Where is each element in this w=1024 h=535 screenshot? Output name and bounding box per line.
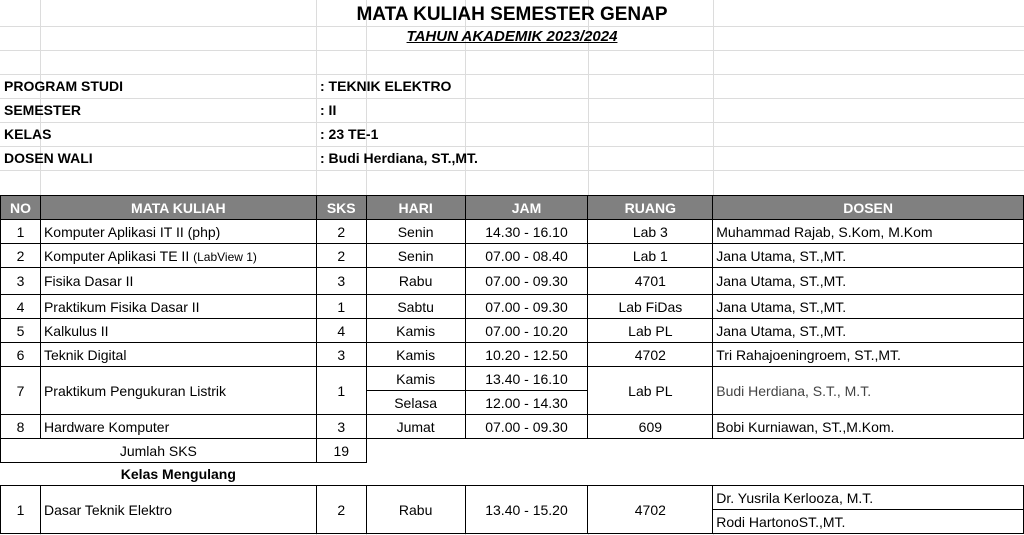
cell-day: Sabtu xyxy=(366,295,465,319)
cell-day: Kamis xyxy=(366,343,465,367)
cell-sks: 3 xyxy=(316,268,366,295)
cell-lecturer: Budi Herdiana, S.T., M.T. xyxy=(713,367,1024,415)
cell-lecturer: Muhammad Rajab, S.Kom, M.Kom xyxy=(713,220,1024,244)
cell-lecturer: Rodi HartonoST.,MT. xyxy=(713,510,1024,534)
cell-time: 12.00 - 14.30 xyxy=(465,391,588,415)
cell-sks: 2 xyxy=(316,244,366,268)
cell-time: 14.30 - 16.10 xyxy=(465,220,588,244)
cell-time: 07.00 - 09.30 xyxy=(465,268,588,295)
cell-sks: 2 xyxy=(316,220,366,244)
col-header-course: MATA KULIAH xyxy=(40,196,316,220)
cell-room: Lab PL xyxy=(588,367,713,415)
page-title: MATA KULIAH SEMESTER GENAP xyxy=(356,4,668,25)
schedule-table xyxy=(0,195,1024,534)
cell-course: Fisika Dasar II xyxy=(40,268,316,295)
cell-sks: 4 xyxy=(316,319,366,343)
cell-room: 4702 xyxy=(588,343,713,367)
cell-no: 2 xyxy=(1,244,41,268)
cell-time: 07.00 - 09.30 xyxy=(465,415,588,439)
cell-no: 1 xyxy=(1,220,41,244)
cell-course: Kalkulus II xyxy=(40,319,316,343)
cell-course: Hardware Komputer xyxy=(40,415,316,439)
table-row xyxy=(1,295,1024,319)
info-value-semester: : II xyxy=(320,102,337,118)
cell-course: Dasar Teknik Elektro xyxy=(40,486,316,534)
info-value-kelas: : 23 TE-1 xyxy=(320,126,379,142)
cell-course: Praktikum Fisika Dasar II xyxy=(40,295,316,319)
cell-room: 4701 xyxy=(588,268,713,295)
cell-room: Lab 1 xyxy=(588,244,713,268)
course-note: (LabView 1) xyxy=(193,249,257,264)
table-header-row xyxy=(1,196,1024,220)
table-row xyxy=(1,415,1024,439)
table-row xyxy=(1,343,1024,367)
cell-sks: 1 xyxy=(316,367,366,415)
page-subtitle: TAHUN AKADEMIK 2023/2024 xyxy=(406,28,618,45)
cell-room: Lab FiDas xyxy=(588,295,713,319)
table-row xyxy=(1,367,1024,391)
col-header-room: RUANG xyxy=(588,196,713,220)
cell-day: Selasa xyxy=(366,391,465,415)
cell-no: 4 xyxy=(1,295,41,319)
cell-no: 7 xyxy=(1,367,41,415)
cell-lecturer: Jana Utama, ST.,MT. xyxy=(713,295,1024,319)
total-row xyxy=(1,439,1024,463)
table-row xyxy=(1,220,1024,244)
info-label-dosen-wali: DOSEN WALI xyxy=(4,150,93,166)
cell-course xyxy=(40,244,316,268)
cell-course: Komputer Aplikasi IT II (php) xyxy=(40,220,316,244)
cell-no: 6 xyxy=(1,343,41,367)
col-header-day: HARI xyxy=(366,196,465,220)
cell-time: 13.40 - 16.10 xyxy=(465,367,588,391)
table-row xyxy=(1,486,1024,510)
repeat-section-row xyxy=(1,463,1024,486)
cell-time: 13.40 - 15.20 xyxy=(465,486,588,534)
cell-time: 07.00 - 09.30 xyxy=(465,295,588,319)
cell-day: Senin xyxy=(366,220,465,244)
repeat-section-label: Kelas Mengulang xyxy=(120,466,236,482)
info-label-semester: SEMESTER xyxy=(4,102,82,118)
cell-lecturer: Jana Utama, ST.,MT. xyxy=(713,244,1024,268)
cell-day: Kamis xyxy=(366,367,465,391)
cell-day: Senin xyxy=(366,244,465,268)
col-header-no: NO xyxy=(1,196,41,220)
table-row xyxy=(1,268,1024,295)
cell-sks: 2 xyxy=(316,486,366,534)
cell-lecturer: Bobi Kurniawan, ST.,M.Kom. xyxy=(713,415,1024,439)
cell-no: 1 xyxy=(1,486,41,534)
cell-no: 8 xyxy=(1,415,41,439)
total-sks: 19 xyxy=(316,439,366,463)
cell-no: 3 xyxy=(1,268,41,295)
total-label: Jumlah SKS xyxy=(1,439,317,463)
info-value-program: : TEKNIK ELEKTRO xyxy=(320,78,452,94)
cell-day: Jumat xyxy=(366,415,465,439)
cell-course: Praktikum Pengukuran Listrik xyxy=(40,367,316,415)
cell-room: 609 xyxy=(588,415,713,439)
cell-sks: 1 xyxy=(316,295,366,319)
cell-day: Rabu xyxy=(366,486,465,534)
cell-lecturer: Jana Utama, ST.,MT. xyxy=(713,268,1024,295)
cell-sks: 3 xyxy=(316,415,366,439)
table-row xyxy=(1,319,1024,343)
col-header-sks: SKS xyxy=(316,196,366,220)
cell-time: 10.20 - 12.50 xyxy=(465,343,588,367)
table-row xyxy=(1,244,1024,268)
cell-lecturer: Jana Utama, ST.,MT. xyxy=(713,319,1024,343)
cell-time: 07.00 - 08.40 xyxy=(465,244,588,268)
cell-day: Kamis xyxy=(366,319,465,343)
cell-room: 4702 xyxy=(588,486,713,534)
cell-course: Teknik Digital xyxy=(40,343,316,367)
cell-sks: 3 xyxy=(316,343,366,367)
cell-lecturer: Dr. Yusrila Kerlooza, M.T. xyxy=(713,486,1024,510)
cell-room: Lab 3 xyxy=(588,220,713,244)
course-name: Komputer Aplikasi TE II xyxy=(43,247,190,264)
cell-day: Rabu xyxy=(366,268,465,295)
info-label-kelas: KELAS xyxy=(4,126,52,142)
cell-room: Lab PL xyxy=(588,319,713,343)
cell-lecturer: Tri Rahajoeningroem, ST.,MT. xyxy=(713,343,1024,367)
cell-time: 07.00 - 10.20 xyxy=(465,319,588,343)
col-header-time: JAM xyxy=(465,196,588,220)
col-header-lecturer: DOSEN xyxy=(713,196,1024,220)
info-label-program: PROGRAM STUDI xyxy=(4,78,123,94)
info-value-dosen-wali: : Budi Herdiana, ST.,MT. xyxy=(320,150,478,166)
cell-no: 5 xyxy=(1,319,41,343)
